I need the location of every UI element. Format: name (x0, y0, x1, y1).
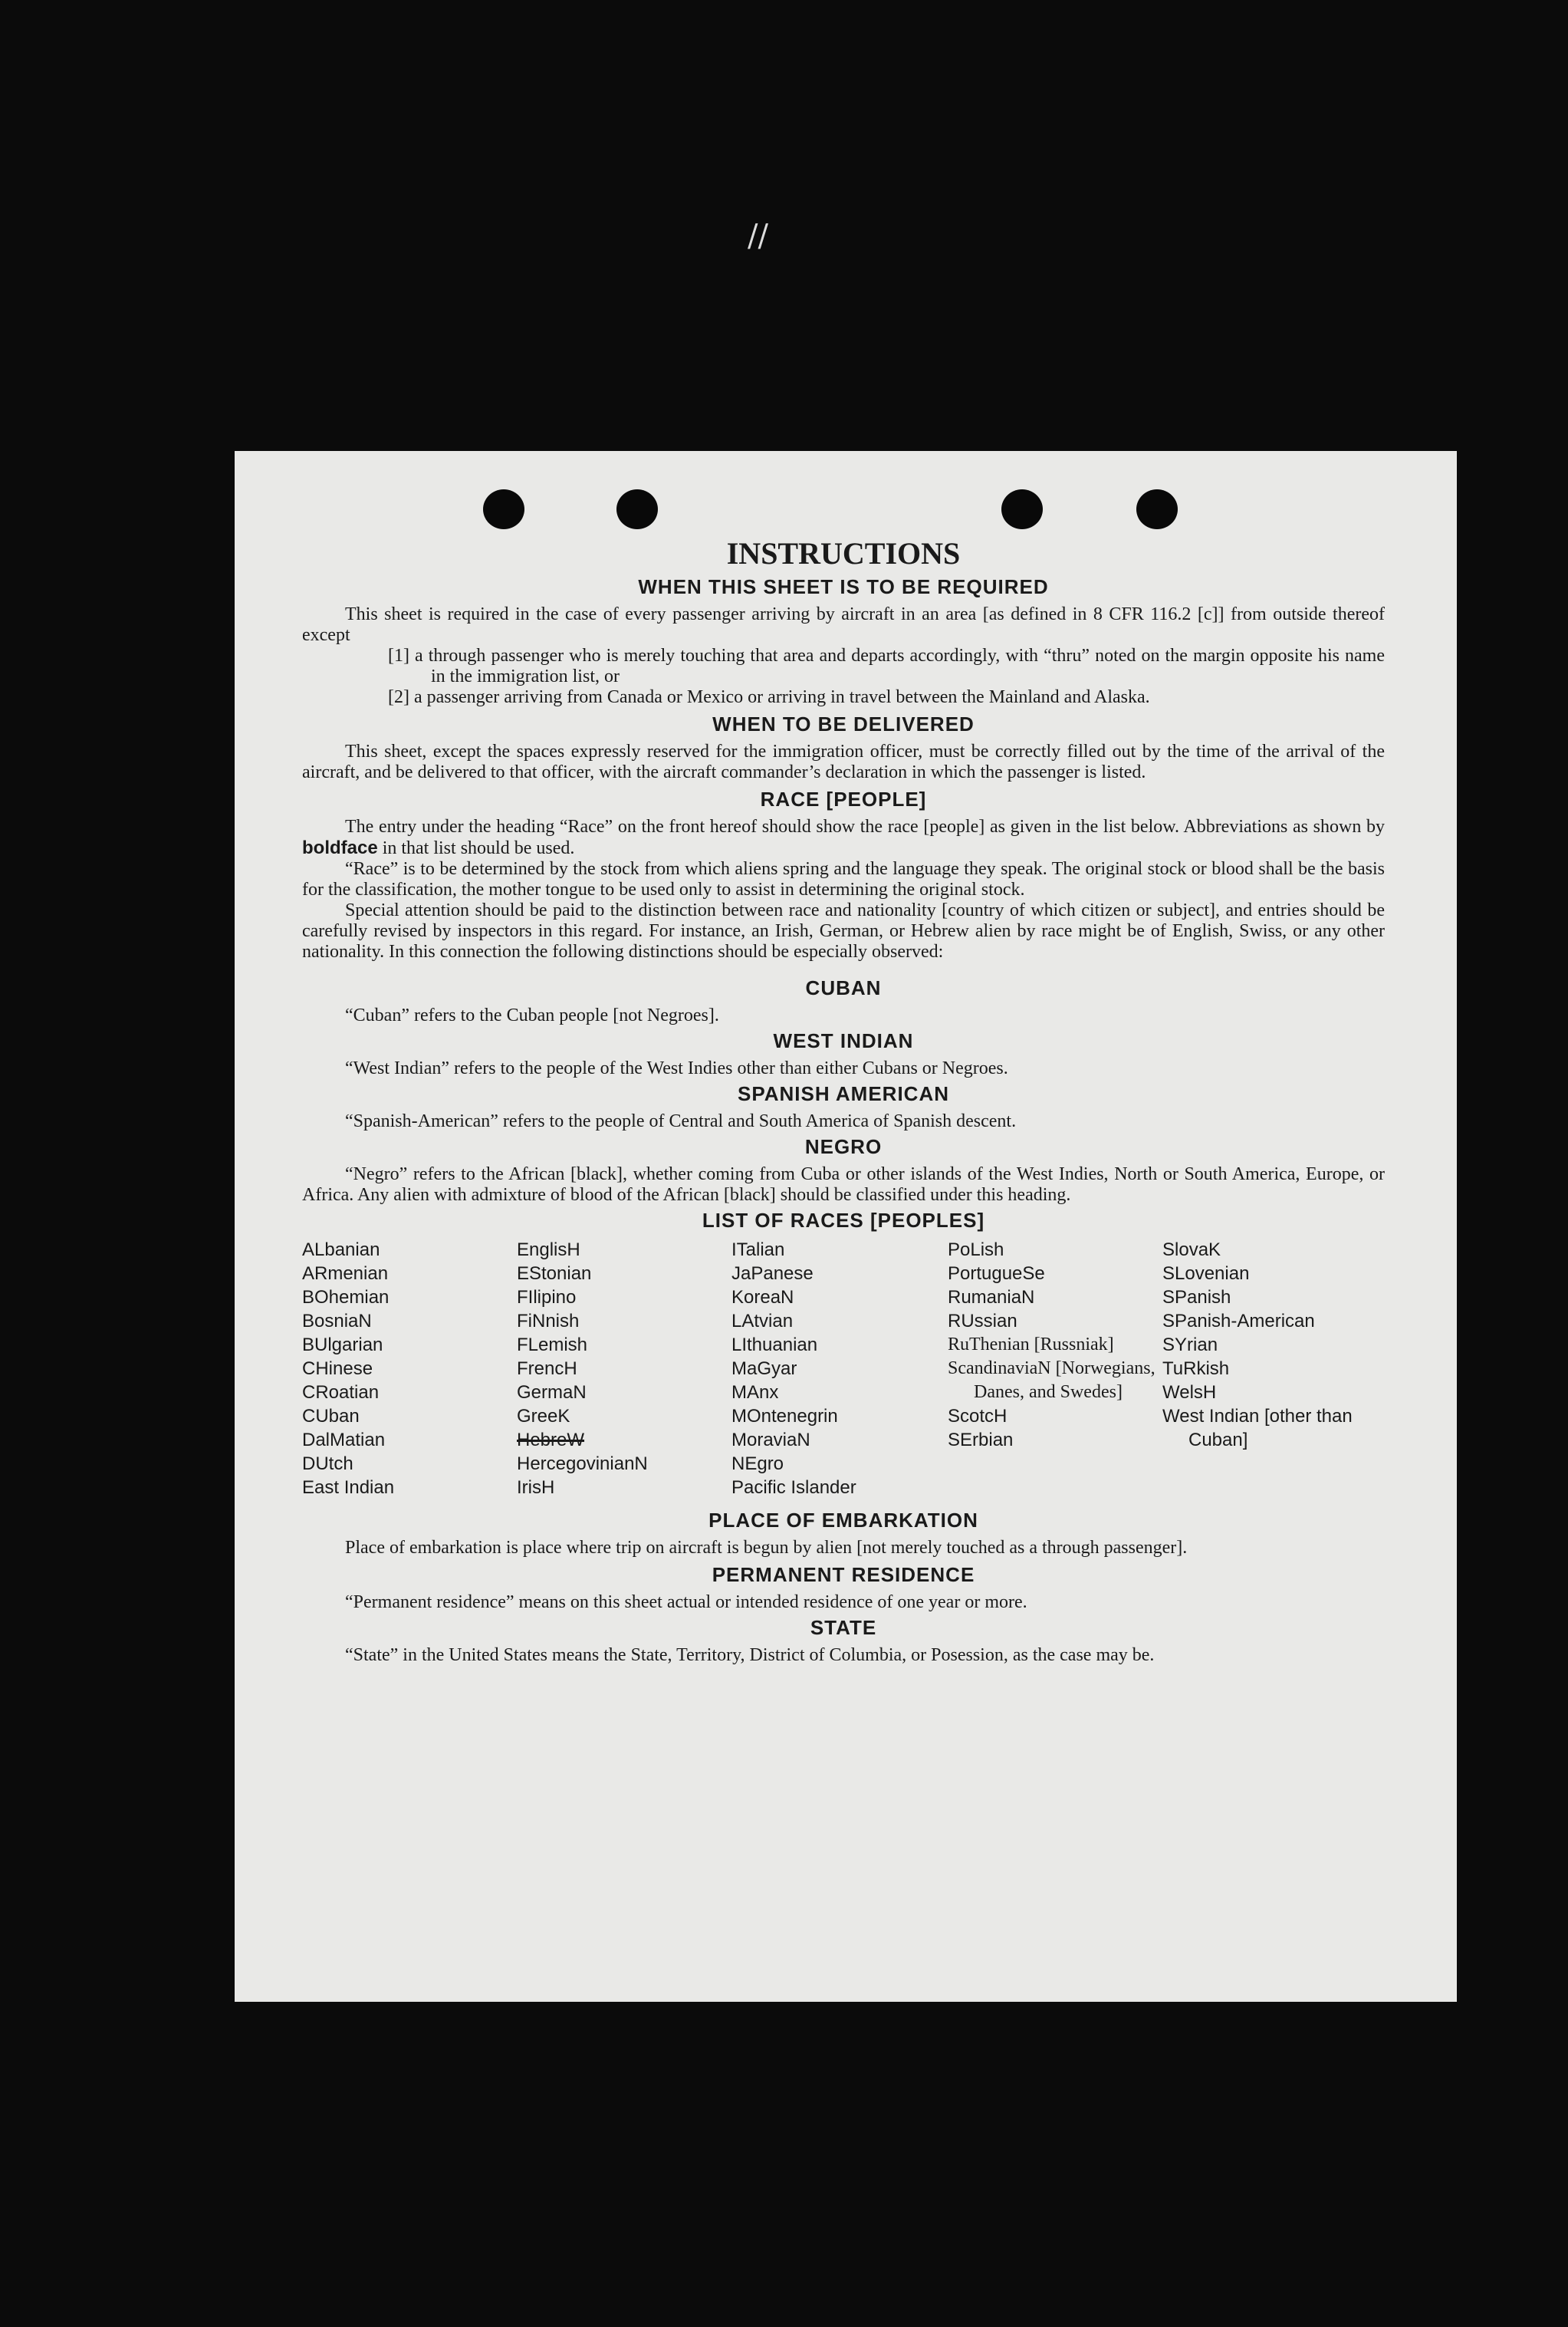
race-entry: ScotcH (948, 1406, 1008, 1427)
heading-race: RACE [PEOPLE] (760, 788, 927, 811)
race-entry: MoraviaN (731, 1430, 810, 1450)
punch-hole (1136, 489, 1178, 529)
race-entry: RuThenian [Russniak] (948, 1335, 1114, 1354)
race-p1-bold: boldface (302, 838, 378, 858)
punch-hole (483, 489, 524, 529)
heading-residence: PERMANENT RESIDENCE (712, 1563, 975, 1586)
document-page (235, 451, 1457, 2002)
pencil-mark: // (748, 219, 768, 254)
heading-cuban: CUBAN (805, 976, 882, 999)
required-intro: This sheet is required in the case of every passenger arriving by aircraft in an area [as defined in 8 CFR 116.2 [c]] from outside thereof except (302, 604, 1385, 645)
race-entry: MOntenegrin (731, 1406, 838, 1427)
race-entry: RUssian (948, 1311, 1017, 1331)
race-entry: IrisH (517, 1477, 555, 1498)
race-entry: SErbian (948, 1430, 1014, 1450)
race-entry: RumaniaN (948, 1287, 1035, 1308)
heading-embarkation: PLACE OF EMBARKATION (708, 1509, 978, 1532)
race-entry: LAtvian (731, 1311, 794, 1331)
race-entry: CHinese (302, 1358, 373, 1379)
spanish-american-text: “Spanish-American” refers to the people of Central and South America of Spanish descent. (345, 1111, 1017, 1131)
races-column-2 (517, 1238, 731, 1499)
negro-text: “Negro” refers to the African [black], whether coming from Cuba or other islands of the West Indies, North or South America, Europe, or Africa. Any alien with admixture of blood of the African [black] should be classified under this heading. (302, 1164, 1385, 1205)
embarkation-text: Place of embarkation is place where trip on aircraft is begun by alien [not merely touched as a through passenger]. (345, 1538, 1188, 1558)
heading-races-list: LIST OF RACES [PEOPLES] (702, 1209, 985, 1232)
race-entry: ITalian (731, 1239, 785, 1260)
race-entry: GermaN (517, 1382, 587, 1403)
race-entry: East Indian (302, 1477, 395, 1498)
heading-state: STATE (810, 1616, 877, 1639)
race-entry: SLovenian (1162, 1263, 1250, 1284)
race-entry: DalMatian (302, 1430, 386, 1450)
race-entry: PortugueSe (948, 1263, 1045, 1284)
required-item-2: [2] a passenger arriving from Canada or Mexico or arriving in travel between the Mainland and Alaska. (388, 687, 1150, 707)
race-entry: FrencH (517, 1358, 577, 1379)
race-entry: EnglisH (517, 1239, 580, 1260)
race-entry: MAnx (731, 1382, 779, 1403)
document-content (302, 537, 1385, 1666)
race-entry: GreeK (517, 1406, 570, 1427)
race-entry: FLemish (517, 1335, 588, 1355)
race-entry: ScandinaviaN [Norwegians, Danes, and Swedes] (948, 1358, 1155, 1402)
race-paragraph-3: Special attention should be paid to the distinction between race and nationality [country of which citizen or subject], and entries should be carefully revised by inspectors in this regard. For instance, an Irish, German, or Hebrew alien by race might be of English, Swiss, or any other nationality. In this connection the following distinctions should be especially observed: (302, 900, 1385, 962)
race-entry: KoreaN (731, 1287, 794, 1308)
race-entry: TuRkish (1162, 1358, 1230, 1379)
race-entry: BOhemian (302, 1287, 390, 1308)
heading-negro: NEGRO (804, 1135, 883, 1158)
races-list (302, 1238, 1385, 1499)
races-column-3 (731, 1238, 948, 1499)
delivered-text: This sheet, except the spaces expressly reserved for the immigration officer, must be correctly filled out by the time of the arrival of the aircraft, and be delivered to that officer, with the aircraft commander’s declaration in which the passenger is listed. (302, 742, 1385, 782)
heading-required: WHEN THIS SHEET IS TO BE REQUIRED (638, 575, 1049, 598)
heading-west-indian: WEST INDIAN (773, 1029, 914, 1052)
heading-spanish-american: SPANISH AMERICAN (737, 1082, 949, 1105)
race-paragraph-2: “Race” is to be determined by the stock from which aliens spring and the language they speak. The original stock or blood shall be the basis for the classification, the mother tongue to be used only to assist in determining the original stock. (302, 859, 1385, 900)
race-p1-start: The entry under the heading “Race” on the front hereof should show the race [people] as given in the list below. Abbreviations as shown by (345, 817, 1385, 837)
race-p1-end: in that list should be used. (382, 838, 575, 858)
race-entry: BUlgarian (302, 1335, 383, 1355)
races-column-5 (1162, 1238, 1385, 1499)
race-paragraph-1 (302, 817, 1385, 859)
race-entry: NEgro (731, 1453, 784, 1474)
west-indian-text: “West Indian” refers to the people of the West Indies other than either Cubans or Negroes. (345, 1058, 1008, 1078)
race-entry: CRoatian (302, 1382, 380, 1403)
heading-delivered: WHEN TO BE DELIVERED (712, 713, 975, 736)
race-entry: HercegovinianN (517, 1453, 648, 1474)
residence-text: “Permanent residence” means on this sheet actual or intended residence of one year or more. (345, 1592, 1027, 1612)
race-entry: FiNnish (517, 1311, 580, 1331)
race-entry: SlovaK (1162, 1239, 1221, 1260)
punch-hole (1001, 489, 1043, 529)
race-entry: LIthuanian (731, 1335, 818, 1355)
race-entry: PoLish (948, 1239, 1004, 1260)
race-entry: MaGyar (731, 1358, 797, 1379)
race-entry: FIlipino (517, 1287, 577, 1308)
race-entry: EStonian (517, 1263, 592, 1284)
race-entry: Pacific Islander (731, 1477, 856, 1498)
race-entry-struck: HebreW (517, 1430, 585, 1450)
race-entry: CUban (302, 1406, 360, 1427)
race-entry: DUtch (302, 1453, 353, 1474)
race-entry: JaPanese (731, 1263, 814, 1284)
race-entry: WelsH (1162, 1382, 1217, 1403)
cuban-text: “Cuban” refers to the Cuban people [not Negroes]. (345, 1006, 719, 1025)
punch-hole (616, 489, 658, 529)
race-entry: SPanish-American (1162, 1311, 1315, 1331)
races-column-1 (302, 1238, 517, 1499)
state-text: “State” in the United States means the State, Territory, District of Columbia, or Posession, as the case may be. (345, 1645, 1155, 1665)
page-title: INSTRUCTIONS (726, 536, 961, 571)
race-entry: SYrian (1162, 1335, 1218, 1355)
race-entry: ALbanian (302, 1239, 380, 1260)
races-column-4 (948, 1238, 1162, 1499)
required-item-1: [1] a through passenger who is merely touching that area and departs accordingly, with “thru” noted on the margin opposite his name in the immigration list, or (388, 646, 1385, 686)
race-entry: ARmenian (302, 1263, 389, 1284)
race-entry: BosniaN (302, 1311, 372, 1331)
race-entry: SPanish (1162, 1287, 1231, 1308)
race-entry: West Indian [other than Cuban] (1162, 1406, 1353, 1450)
